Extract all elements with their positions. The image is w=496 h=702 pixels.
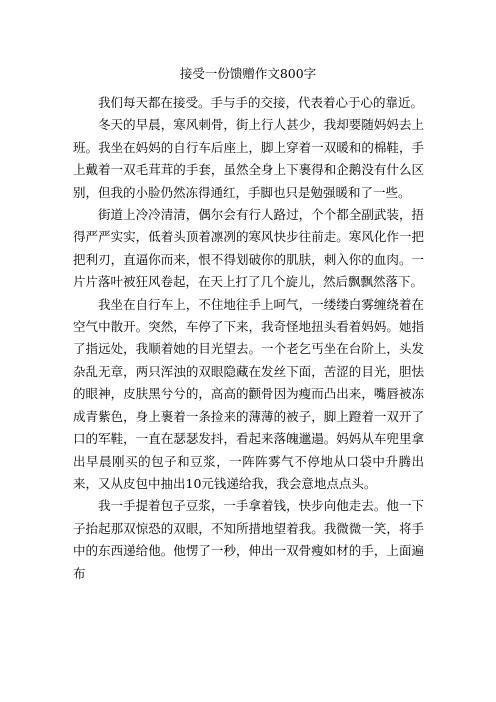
paragraph: 我一手提着包子豆浆，一手拿着钱，快步向他走去。他一下子抬起那双惊恐的双眼，不知所措地望着我。我微微一笑，将手中的东西递给他。他愣了一秒，伸出一双骨瘦如材的手，上面遍布	[73, 498, 424, 581]
paragraph: 街道上冷冷清清，偶尔会有行人路过，个个都全副武装，捂得严严实实，低着头顶着凛冽的寒风快步往前走。寒风化作一把把利刃，直逼你而来，恨不得划破你的肌肤，刺入你的血肉。一片片落叶被狂风卷起，在天上打了几个旋儿，然后飘飘然落下。	[73, 207, 424, 290]
paragraph: 冬天的早晨，寒风刺骨，街上行人甚少，我却要随妈妈去上班。我坐在妈妈的自行车后座上，脚上穿着一双暖和的棉鞋，手上戴着一双毛茸茸的手套，虽然全身上下裹得和企鹅没有什么区别，但我的小脸仍然冻得通红，手脚也只是勉强暖和了一些。	[73, 117, 424, 200]
paragraph: 我们每天都在接受。手与手的交接，代表着心于心的靠近。	[98, 95, 424, 110]
paragraph: 我坐在自行车上，不住地往手上呵气，一缕缕白雾缠绕着在空气中散开。突然，车停了下来，我奇怪地扭头看着妈妈。她指了指远处，我顺着她的目光望去。一个老乞丐坐在台阶上，头发杂乱无章，两只浑浊的双眼隐藏在发丝下面，苦涩的目光，胆怯的眼神，皮肤黑兮兮的，高高的颧骨因为瘦而凸出来，嘴唇被冻成青紫色，身上裹着一条捡来的薄薄的被子，脚上蹬着一双开了口的军鞋，一直在瑟瑟发抖，看起来落魄邋遢。妈妈从车兜里拿出早晨刚买的包子和豆浆，一阵阵雾气不停地从口袋中升腾出来，又从皮包中抽出10元钱递给我，我会意地点点头。	[73, 296, 424, 491]
document-title: 接受一份馈赠作文800字	[179, 66, 317, 81]
document-body	[73, 92, 424, 585]
